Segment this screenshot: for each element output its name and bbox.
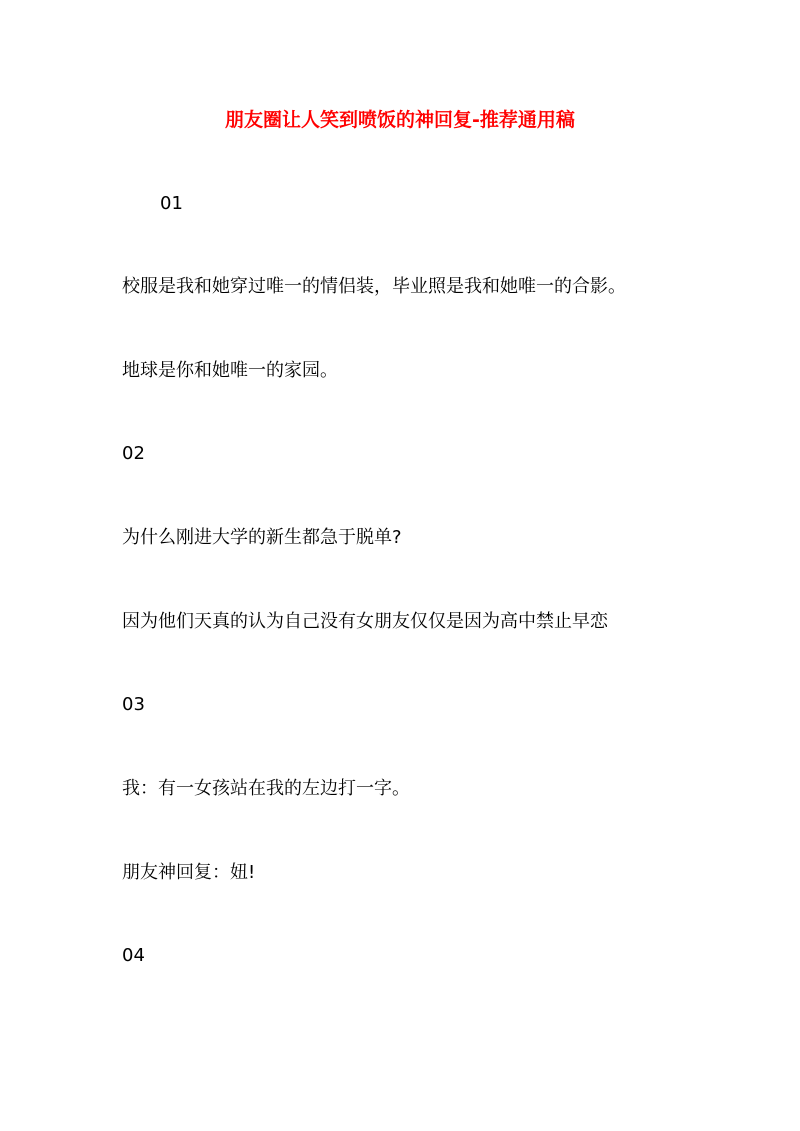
section-number-01: 01 [160, 193, 183, 214]
section-number-02: 02 [122, 443, 145, 464]
paragraph-line: 校服是我和她穿过唯一的情侣装，毕业照是我和她唯一的合影。 [122, 276, 626, 297]
section-number-04: 04 [122, 945, 145, 966]
document-title: 朋友圈让人笑到喷饭的神回复-推荐通用稿 [225, 109, 575, 131]
paragraph-line: 朋友神回复：妞! [122, 862, 256, 883]
paragraph-line: 地球是你和她唯一的家园。 [122, 360, 338, 381]
section-number-03: 03 [122, 694, 145, 715]
paragraph-line: 为什么刚进大学的新生都急于脱单? [122, 527, 402, 548]
paragraph-line: 因为他们天真的认为自己没有女朋友仅仅是因为高中禁止早恋 [122, 611, 608, 632]
paragraph-line: 我：有一女孩站在我的左边打一字。 [122, 778, 410, 799]
